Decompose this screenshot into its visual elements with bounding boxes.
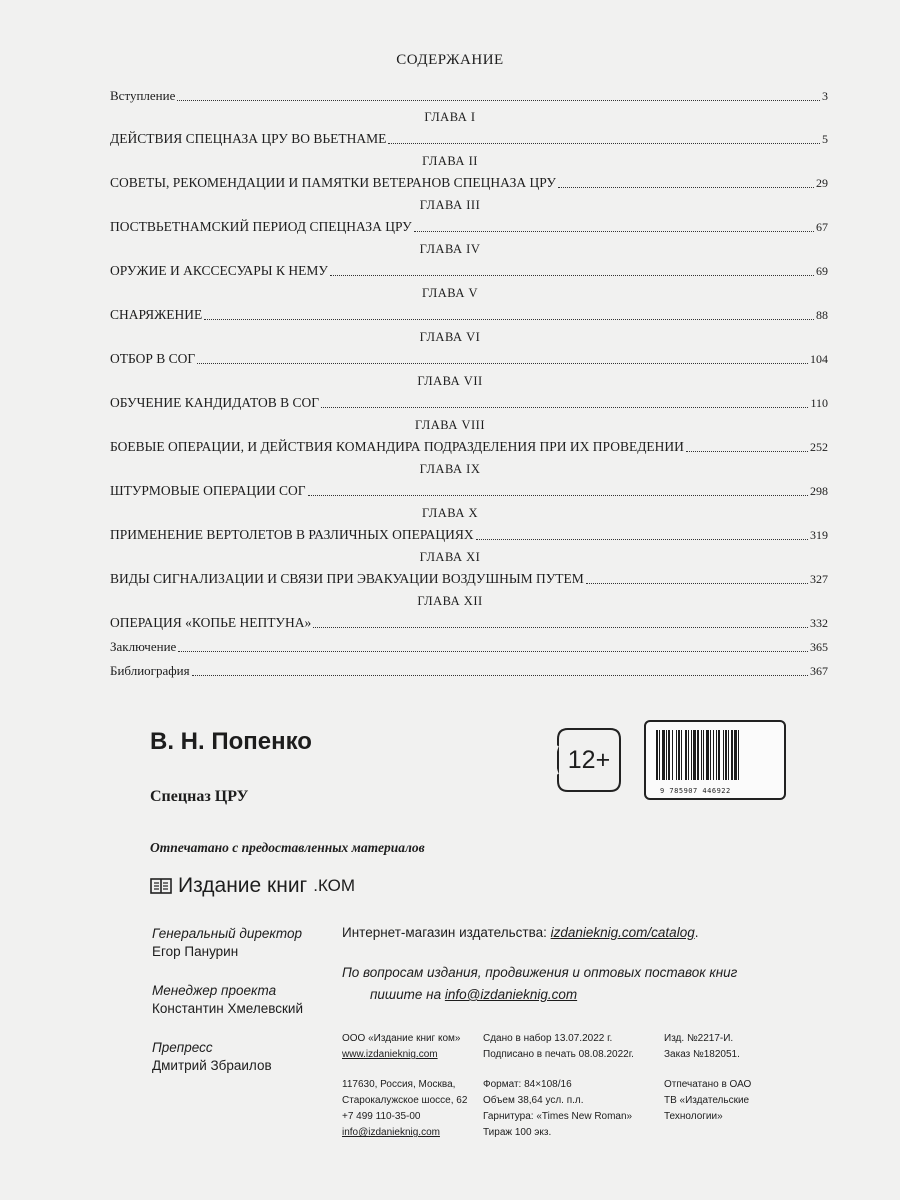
staff-prepress: [152, 1040, 272, 1073]
printing-house: [664, 1077, 751, 1125]
print-specs: [483, 1077, 632, 1141]
chapter-label: ГЛАВА XI: [419, 550, 481, 564]
toc-entry-title: ПОСТВЬЕТНАМСКИЙ ПЕРИОД СПЕЦНАЗА ЦРУ: [110, 219, 412, 234]
toc-entry-title: ВИДЫ СИГНАЛИЗАЦИИ И СВЯЗИ ПРИ ЭВАКУАЦИИ ВОЗДУШНЫМ ПУТЕМ: [110, 571, 584, 586]
toc-entry-title: ОТБОР В СОГ: [110, 351, 196, 366]
shop-label: Интернет-магазин издательства:: [342, 925, 547, 940]
dot-leader: [313, 627, 808, 628]
toc-entry: [110, 131, 828, 147]
author-name: В. Н. Попенко: [150, 728, 312, 755]
printing-house-line: ТВ «Издательские: [664, 1095, 750, 1106]
barcode-bar: [681, 730, 682, 780]
toc-entry: [110, 527, 828, 543]
barcode-bars: [654, 730, 776, 780]
typeface: Гарнитура: «Times New Roman»: [483, 1111, 633, 1122]
barcode-bar: [693, 730, 696, 780]
barcode-bar: [672, 730, 673, 780]
barcode-bar: [666, 730, 667, 780]
toc-entry-intro: [110, 88, 828, 104]
toc-entry-page: 365: [810, 640, 828, 654]
chapter-label: ГЛАВА III: [419, 198, 481, 212]
contact-email-link[interactable]: info@izdanieknig.com: [444, 987, 578, 1002]
age-rating-badge: [554, 725, 624, 795]
barcode-bar: [706, 730, 709, 780]
toc-entry: [110, 571, 828, 587]
barcode-bar: [728, 730, 729, 780]
dot-leader: [204, 319, 814, 320]
dot-leader: [476, 539, 808, 540]
toc-entry-title: ОБУЧЕНИЕ КАНДИДАТОВ В СОГ: [110, 395, 320, 410]
toc-entry-page: 110: [810, 396, 828, 410]
print-sign-date: Подписано в печать 08.08.2022г.: [483, 1049, 634, 1060]
barcode-bar: [703, 730, 704, 780]
barcode-bar: [723, 730, 724, 780]
toc-entry-page: 367: [810, 664, 828, 678]
staff-general-director: [152, 926, 302, 959]
chapter-label: ГЛАВА VII: [417, 374, 483, 388]
printing-house-line: Технологии»: [664, 1111, 723, 1122]
toc-entry-page: 319: [810, 528, 828, 542]
toc-entry-conclusion: [110, 639, 828, 655]
dot-leader: [558, 187, 814, 188]
publisher-name: Издание книг: [178, 874, 308, 897]
staff-role: Генеральный директор: [152, 926, 303, 941]
chapter-label: ГЛАВА IV: [419, 242, 481, 256]
barcode-bar: [662, 730, 665, 780]
barcode-bar: [688, 730, 689, 780]
toc-entry-page: 332: [810, 616, 828, 630]
toc-entry: [110, 175, 828, 191]
format: Формат: 84×108/16: [483, 1079, 572, 1090]
staff-name: Егор Панурин: [152, 944, 239, 959]
barcode-bar: [710, 730, 711, 780]
edition-number: Изд. №2217-И.: [664, 1033, 734, 1044]
dot-leader: [321, 407, 808, 408]
toc-entry-title: ОРУЖИЕ И АКССЕСУАРЫ К НЕМУ: [110, 263, 328, 278]
toc-entry-title: Библиография: [110, 663, 190, 678]
book-icon: [150, 877, 172, 895]
toc-entry-title: Вступление: [110, 88, 176, 103]
toc-entry-page: 3: [822, 89, 828, 103]
company-name: ООО «Издание книг ком»: [342, 1033, 461, 1044]
barcode-bar: [725, 730, 727, 780]
book-title: Спецназ ЦРУ: [150, 788, 249, 805]
contact-line-2: [342, 984, 812, 1006]
toc-entry-title: ОПЕРАЦИЯ «КОПЬЕ НЕПТУНА»: [110, 615, 312, 630]
staff-role: Менеджер проекта: [152, 983, 277, 998]
toc-entry: [110, 219, 828, 235]
shop-link[interactable]: izdanieknig.com/catalog: [550, 925, 695, 940]
print-dates: [483, 1031, 634, 1063]
chapter-label: ГЛАВА VIII: [414, 418, 485, 432]
toc-entry-title: ПРИМЕНЕНИЕ ВЕРТОЛЕТОВ В РАЗЛИЧНЫХ ОПЕРАЦИЯХ: [110, 527, 474, 542]
contact-prefix: пишите на: [370, 987, 442, 1002]
publisher-domain: .КОМ: [313, 876, 356, 895]
barcode-bar: [676, 730, 677, 780]
company-info: [342, 1031, 460, 1063]
chapter-label: ГЛАВА IX: [419, 462, 481, 476]
toc-entry-page: 29: [816, 176, 828, 190]
toc-entry-title: СОВЕТЫ, РЕКОМЕНДАЦИИ И ПАМЯТКИ ВЕТЕРАНОВ СПЕЦНАЗА ЦРУ: [110, 175, 556, 190]
dot-leader: [388, 143, 820, 144]
barcode-bar: [668, 730, 670, 780]
barcode-bar: [731, 730, 733, 780]
dot-leader: [197, 363, 808, 364]
print-run: Тираж 100 экз.: [483, 1127, 552, 1138]
edition-info: [664, 1031, 740, 1063]
toc-entry-title: БОЕВЫЕ ОПЕРАЦИИ, И ДЕЙСТВИЯ КОМАНДИРА ПОДРАЗДЕЛЕНИЯ ПРИ ИХ ПРОВЕДЕНИИ: [110, 439, 684, 454]
toc-entry-title: СНАРЯЖЕНИЕ: [110, 307, 203, 322]
toc-entry-page: 252: [810, 440, 828, 454]
contact-line-1: По вопросам издания, продвижения и оптовых поставок книг: [342, 965, 738, 980]
barcode-bar: [701, 730, 702, 780]
volume: Объем 38,64 усл. п.л.: [483, 1095, 584, 1106]
address-line: 117630, Россия, Москва,: [342, 1079, 456, 1090]
toc-entry-page: 69: [816, 264, 828, 278]
order-number: Заказ №182051.: [664, 1049, 740, 1060]
dot-leader: [308, 495, 808, 496]
dot-leader: [178, 651, 808, 652]
staff-project-manager: [152, 983, 303, 1016]
dot-leader: [192, 675, 808, 676]
printing-note: Отпечатано с предоставленных материалов: [150, 840, 425, 855]
toc-entry: [110, 439, 828, 455]
staff-role: Препресс: [152, 1040, 213, 1055]
barcode-bar: [678, 730, 680, 780]
company-site-link[interactable]: www.izdanieknig.com: [342, 1049, 438, 1060]
chapter-label: ГЛАВА XII: [417, 594, 483, 608]
toc-entry: [110, 395, 828, 411]
company-address: [342, 1077, 467, 1141]
toc-entry-title: ШТУРМОВЫЕ ОПЕРАЦИИ СОГ: [110, 483, 306, 498]
toc-title: СОДЕРЖАНИЕ: [396, 52, 504, 68]
dot-leader: [330, 275, 814, 276]
barcode: [644, 720, 786, 800]
toc-entry-bibliography: [110, 663, 828, 679]
barcode-bar: [713, 730, 714, 780]
barcode-bar: [738, 730, 739, 780]
barcode-number: 9 785907 446922: [660, 787, 731, 795]
toc-entry-page: 327: [810, 572, 828, 586]
barcode-bar: [659, 730, 660, 780]
staff-name: Дмитрий Збраилов: [152, 1058, 272, 1073]
online-shop: [342, 925, 698, 940]
toc-entry-page: 298: [810, 484, 828, 498]
barcode-bar: [656, 730, 658, 780]
toc-entry-page: 5: [822, 132, 828, 146]
chapter-label: ГЛАВА I: [424, 110, 476, 124]
dot-leader: [414, 231, 814, 232]
dot-leader: [586, 583, 808, 584]
barcode-bar: [734, 730, 737, 780]
typeset-date: Сдано в набор 13.07.2022 г.: [483, 1033, 613, 1044]
dot-leader: [686, 451, 808, 452]
toc-entry: [110, 263, 828, 279]
toc-entry-page: 88: [816, 308, 828, 322]
barcode-bar: [716, 730, 717, 780]
staff-name: Константин Хмелевский: [152, 1001, 303, 1016]
barcode-bar: [697, 730, 699, 780]
chapter-label: ГЛАВА X: [421, 506, 479, 520]
toc-entry: [110, 483, 828, 499]
chapter-label: ГЛАВА II: [422, 154, 478, 168]
publisher-logo: [150, 874, 355, 898]
toc-entry: [110, 351, 828, 367]
age-rating-text: 12+: [567, 745, 611, 774]
company-email-link[interactable]: info@izdanieknig.com: [342, 1127, 440, 1138]
toc-entry: [110, 615, 828, 631]
dot-leader: [177, 100, 820, 101]
phone-number: +7 499 110-35-00: [342, 1111, 421, 1122]
barcode-bar: [691, 730, 692, 780]
toc-entry: [110, 307, 828, 323]
shop-suffix: .: [694, 925, 699, 940]
printing-house-line: Отпечатано в ОАО: [664, 1079, 752, 1090]
barcode-bar: [718, 730, 720, 780]
toc-entry-title: ДЕЙСТВИЯ СПЕЦНАЗА ЦРУ ВО ВЬЕТНАМЕ: [110, 131, 387, 146]
toc-entry-page: 67: [816, 220, 828, 234]
contact-note: [342, 962, 812, 1006]
barcode-bar: [685, 730, 687, 780]
chapter-label: ГЛАВА V: [421, 286, 479, 300]
toc-entry-title: Заключение: [110, 639, 177, 654]
toc-entry-page: 104: [810, 352, 828, 366]
chapter-label: ГЛАВА VI: [419, 330, 481, 344]
address-line: Старокалужское шоссе, 62: [342, 1095, 468, 1106]
